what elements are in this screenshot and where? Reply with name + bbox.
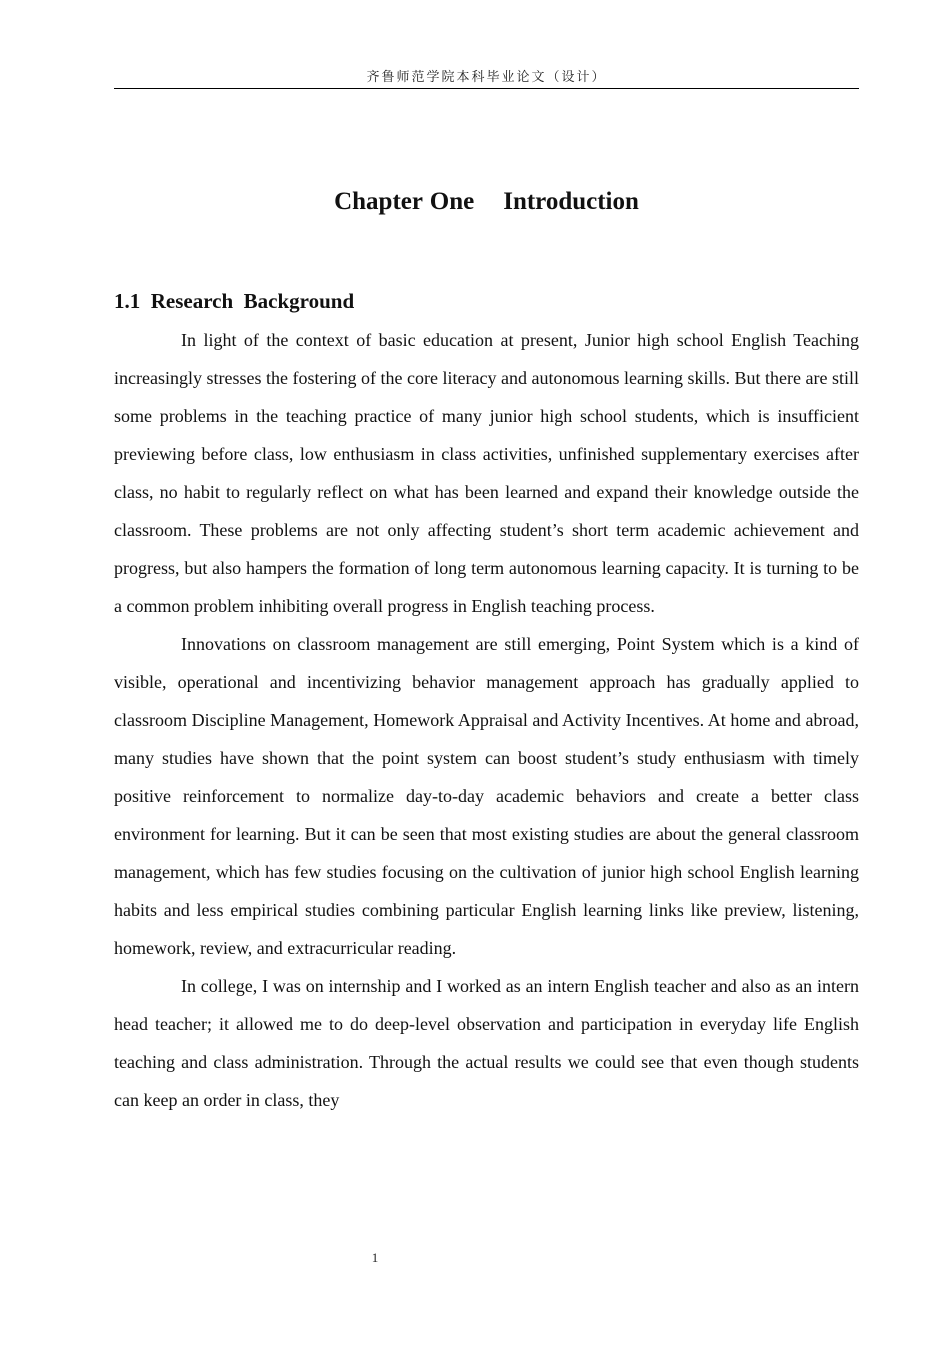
section-heading: 1.1 Research Background [114, 289, 355, 313]
page-number: 1 [371, 1250, 379, 1265]
chapter-title: Chapter One Introduction [334, 188, 639, 215]
running-header: 齐鲁师范学院本科毕业论文（设计） [366, 70, 607, 85]
paragraph-1: In light of the context of basic education at present, Junior high school English Teaching increasingly stresses the fostering of the core literacy and autonomous learning skills. But there are still some problems in the teaching practice of many junior high school students, which is insufficient previewing before class, low enthusiasm in class activities, unfinished supplementary exercises after class, no habit to regularly reflect on what has been learned and expand their knowledge outside the classroom. These problems are not only affecting student’s short term academic achievement and progress, but also hampers the formation of long term autonomous learning capacity. It is turning to be a common problem inhibiting overall progress in English teaching process. [114, 330, 859, 616]
paragraph-2: Innovations on classroom management are still emerging, Point System which is a kind of visible, operational and incentivizing behavior management approach has gradually applied to classroom Discipline Management, Homework Appraisal and Activity Incentives. At home and abroad, many studies have shown that the point system can boost student’s study enthusiasm with timely positive reinforcement to normalize day-to-day academic behaviors and create a better class environment for learning. But it can be seen that most existing studies are about the general classroom management, which has few studies focusing on the cultivation of junior high school English learning habits and less empirical studies combining particular English learning links like preview, listening, homework, review, and extracurricular reading. [114, 634, 859, 958]
header-rule [114, 88, 859, 89]
body-text [114, 321, 859, 1119]
paragraph-3: In college, I was on internship and I worked as an intern English teacher and also as an intern head teacher; it allowed me to do deep-level observation and participation in everyday life English teaching and class administration. Through the actual results we could see that even though students can keep an order in class, they [114, 976, 859, 1110]
